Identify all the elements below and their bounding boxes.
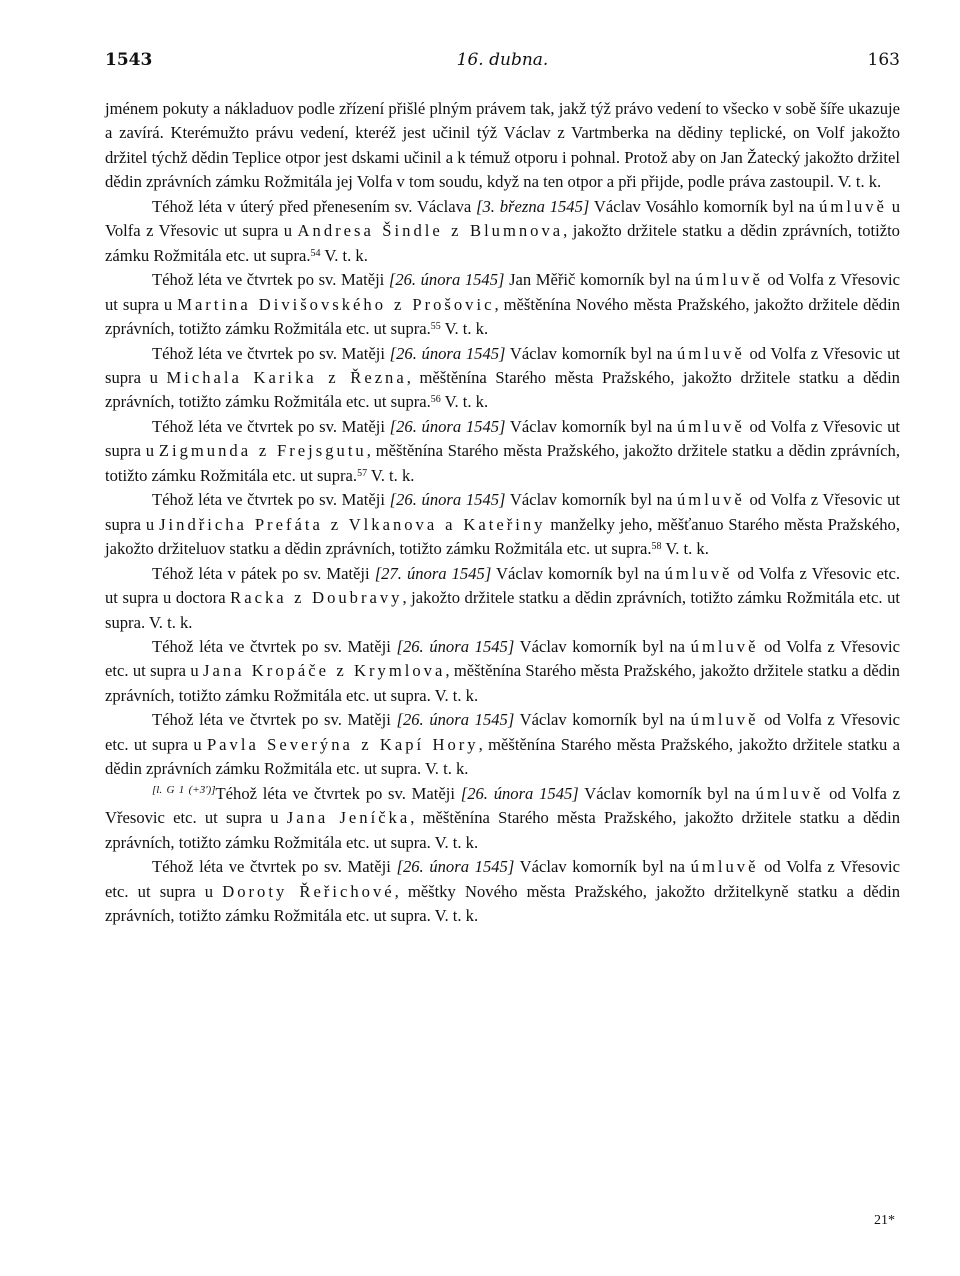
text-run: Téhož léta ve čtvrtek po sv. Matěji	[152, 857, 397, 877]
date-citation: [26. února 1545]	[396, 857, 515, 877]
date-citation: [26. února 1545]	[396, 710, 515, 730]
date-citation: [3. března 1545]	[476, 196, 590, 216]
text-run: Jan Měřič komorník byl na	[504, 270, 696, 290]
folio-mark: [l. G 1 (+3')]	[152, 783, 216, 796]
footnote-ref: 58	[651, 541, 662, 553]
paragraph	[105, 708, 900, 781]
text-run: Téhož léta ve čtvrtek po sv. Matěji	[152, 636, 397, 656]
spaced-name: úmluvě	[664, 563, 733, 583]
spaced-name: Martina Divišovského z Prošovic	[177, 294, 495, 314]
paragraph	[105, 488, 900, 561]
spaced-name: úmluvě	[677, 490, 745, 510]
text-run: od Volfa z Vřesovic etc. ut supra u doctora	[105, 563, 901, 608]
text-run: , měštěnína Starého města Pražského, jakožto držitele statku a dědin zprávních zámku Rožmitála etc. ut supra. V. t. k.	[105, 734, 900, 779]
text-run: Václav Vosáhlo komorník byl na	[589, 196, 820, 216]
text-run: Václav komorník byl na	[505, 343, 677, 363]
text-run: Téhož léta ve čtvrtek po sv. Matěji	[152, 270, 389, 290]
spaced-name: úmluvě	[690, 857, 759, 877]
text-run: Václav komorník byl na	[505, 490, 677, 510]
paragraph	[105, 195, 900, 268]
text-run: od Volfa z Vřesovic ut supra u	[105, 490, 900, 534]
spaced-name: Pavla Severýna z Kapí Hory	[206, 734, 479, 754]
footnote-ref: 57	[357, 467, 368, 479]
paragraph	[105, 635, 900, 708]
spaced-name: Jana Kropáče z Krymlova	[202, 661, 446, 681]
text-run: Václav komorník byl na	[514, 710, 691, 730]
text-run: Václav komorník byl na	[505, 416, 677, 436]
text-run: Téhož léta ve čtvrtek po sv. Matěji	[215, 783, 461, 803]
date-citation: [27. února 1545]	[374, 563, 492, 583]
spaced-name: Zigmunda z Frejsgutu	[158, 441, 367, 461]
text-run: od Volfa z Vřesovic ut supra u	[105, 270, 901, 314]
text-run: Téhož léta ve čtvrtek po sv. Matěji	[152, 710, 397, 730]
text-run: Téhož léta v úterý před přenesením sv. Václava	[152, 196, 477, 216]
text-run: u Volfa z Vřesovic ut supra u	[105, 196, 901, 241]
date-citation: [26. února 1545]	[389, 343, 506, 363]
text-run: , měštěnína Starého města Pražského, jakožto držitele statku a dědin zprávních, totižto zámku Rožmitála etc. ut supra. V. t. k.	[105, 661, 900, 705]
spaced-name: Doroty Řeřichové	[222, 881, 395, 901]
header-year: 1543	[105, 50, 153, 70]
page-number: 163	[867, 50, 900, 70]
text-run: Téhož léta ve čtvrtek po sv. Matěji	[152, 343, 390, 363]
text-run: , měštěnína Starého města Pražského, jakožto držitele statku a dědin zprávních, totižto zámku Rožmitála etc. ut supra. V. t. k.	[105, 808, 900, 852]
paragraph	[105, 415, 900, 488]
text-run: Václav komorník byl na	[514, 636, 691, 656]
text-run: Téhož léta ve čtvrtek po sv. Matěji	[152, 490, 390, 510]
date-citation: [26. února 1545]	[389, 416, 506, 436]
text-run: V. t. k.	[661, 539, 709, 559]
spaced-name: úmluvě	[819, 196, 887, 216]
text-run: Václav komorník byl na	[491, 563, 665, 583]
text-run: , jakožto držitele statku a dědin zprávních, totižto zámku Rožmitála etc. ut supra. V. t. k.	[105, 588, 900, 632]
text-run: V. t. k.	[367, 465, 415, 485]
footnote-ref: 55	[430, 321, 441, 333]
text-run: , měštky Nového města Pražského, jakožto držitelkyně statku a dědin zprávních, totižto zámku Rožmitála etc. ut supra. V. t. k.	[105, 881, 900, 925]
date-citation: [26. února 1545]	[396, 636, 515, 656]
paragraph	[105, 782, 900, 855]
date-citation: [26. února 1545]	[460, 783, 579, 803]
text-run: jménem pokuty a nákladuov podle zřízení přišlé plným právem tak, jakž týž právo vedení to všecko v sobě šíře ukazuje a zavírá. Kterémužto právu vedení, kteréž jest učinil týž Václav z Vartmberka na dědiny teplické, on Volf jakožto držitel týchž dědin Teplice otpor jest dskami učinil a k témuž otporu i pohnal. Protož aby on Jan Žatecký jakožto držitel dědin zprávních zámku Rožmitála jej Volfa v tom soudu, když na ten otpor a při přijde, podle práva zastoupil. V. t. k.	[105, 99, 900, 192]
text-run: V. t. k.	[440, 319, 489, 339]
text-run: od Volfa z Vřesovic ut supra u	[105, 343, 900, 387]
text-run: manželky jeho, měšťanuo Starého města Pražského, jakožto držiteluov statku a dědin zprávních, totižto zámku Rožmitála etc. ut supra.	[105, 514, 900, 559]
text-run: , měštěnína Nového města Pražského, jakožto držitele dědin zprávních, totižto zámku Rožmitála etc. ut supra.	[105, 294, 901, 339]
text-run: V. t. k.	[320, 245, 368, 265]
header-date: 16. dubna.	[456, 50, 549, 70]
text-run: , měštěnína Starého města Pražského, jakožto držitele statku a dědin zprávních, totižto zámku Rožmitála etc. ut supra.	[105, 367, 900, 412]
text-run: V. t. k.	[440, 392, 489, 412]
paragraph	[105, 342, 900, 415]
paragraph	[105, 268, 900, 341]
spaced-name: Andresa Šindle z Blumnova	[297, 221, 564, 241]
text-run: Václav komorník byl na	[514, 857, 691, 877]
text-run: Václav komorník byl na	[578, 783, 756, 803]
text-run: od Volfa z Vřesovic etc. ut supra u	[105, 857, 900, 901]
running-header	[105, 47, 900, 73]
spaced-name: úmluvě	[695, 270, 763, 290]
signature-mark: 21*	[874, 1213, 895, 1228]
date-citation: [26. února 1545]	[389, 490, 506, 510]
footnote-ref: 54	[310, 247, 321, 259]
body-text	[105, 97, 900, 928]
text-run: od Volfa z Vřesovic ut supra u	[105, 416, 900, 461]
date-citation: [26. února 1545]	[388, 270, 505, 290]
spaced-name: úmluvě	[690, 710, 759, 730]
paragraph	[105, 855, 900, 928]
text-run: , měštěnína Starého města Pražského, jakožto držitele statku a dědin zprávních, totižto zámku Rožmitála etc. ut supra.	[105, 441, 900, 485]
spaced-name: Jana Jeníčka	[286, 808, 411, 828]
text-run: , jakožto držitele statku a dědin zprávních, totižto zámku Rožmitála etc. ut supra.	[105, 221, 900, 265]
spaced-name: Michala Karika z Řezna	[166, 367, 407, 387]
spaced-name: úmluvě	[755, 783, 824, 803]
text-run: Téhož léta ve čtvrtek po sv. Matěji	[152, 416, 390, 436]
text-run: Téhož léta v pátek po sv. Matěji	[152, 563, 375, 583]
paragraph	[105, 97, 900, 195]
footnote-ref: 56	[430, 394, 441, 406]
spaced-name: Jindřicha Prefáta z Vlkanova a Kateřiny	[159, 514, 546, 534]
spaced-name: úmluvě	[677, 343, 745, 363]
text-run: od Volfa z Vřesovic etc. ut supra u	[105, 710, 900, 754]
text-run: od Volfa z Vřesovic etc. ut supra u	[105, 783, 901, 828]
spaced-name: úmluvě	[690, 636, 759, 656]
spaced-name: úmluvě	[677, 416, 745, 436]
paragraph	[105, 562, 900, 635]
spaced-name: Racka z Doubravy	[230, 588, 403, 608]
text-run: od Volfa z Vřesovic etc. ut supra u	[105, 636, 900, 681]
